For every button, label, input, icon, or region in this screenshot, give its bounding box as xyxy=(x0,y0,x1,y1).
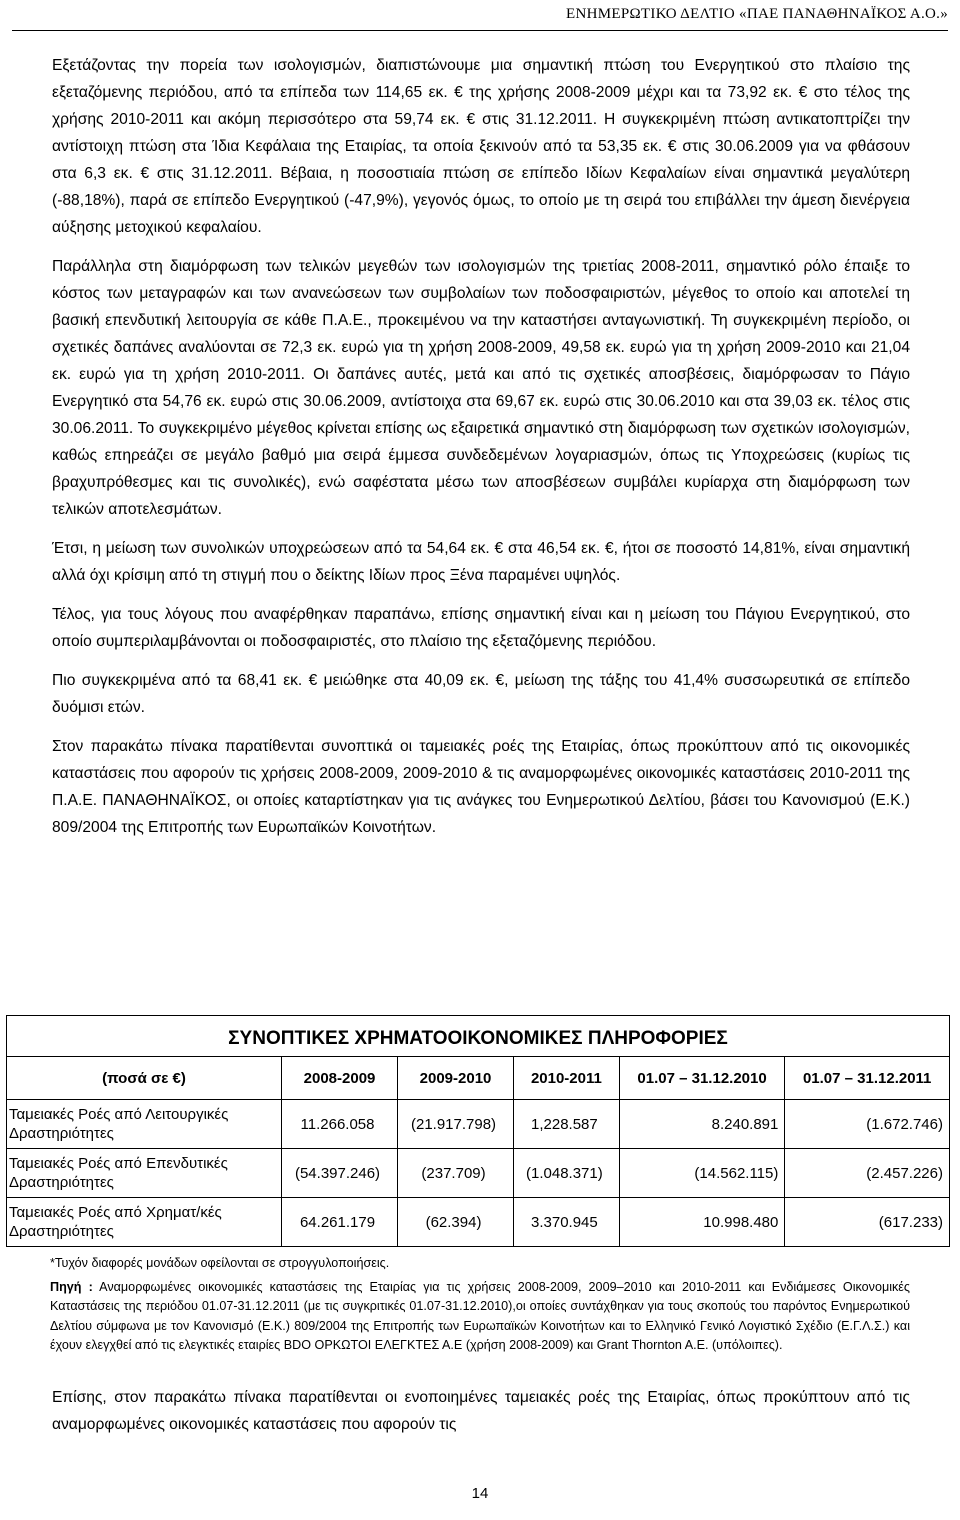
table-cell: (617.233) xyxy=(785,1198,950,1247)
table-title: ΣΥΝΟΠΤΙΚΕΣ ΧΡΗΜΑΤΟΟΙΚΟΝΟΜΙΚΕΣ ΠΛΗΡΟΦΟΡΙΕΣ xyxy=(7,1016,950,1057)
header-rule xyxy=(12,30,948,31)
row-label: Ταμειακές Ροές από Χρηματ/κές Δραστηριότητες xyxy=(7,1198,282,1247)
table-cell: 64.261.179 xyxy=(282,1198,398,1247)
table-corner-cell: (ποσά σε €) xyxy=(7,1057,282,1100)
table-cell: 11.266.058 xyxy=(282,1100,398,1149)
paragraph-fixed-assets: Τέλος, για τους λόγους που αναφέρθηκαν παραπάνω, επίσης σημαντική είναι και η μείωση του Πάγιου Ενεργητικού, στο οποίο συμπεριλαμβάνονται οι ποδοσφαιριστές, στο πλαίσιο της εξεταζόμενης περιόδου. xyxy=(52,606,910,650)
source-text: Αναμορφωμένες οικονομικές καταστάσεις της Εταιρίας για τις χρήσεις 2008-2009, 2009–2010 και 2010-2011 και Ενδιάμεσες Οικονομικές Καταστάσεις της περιόδου 01.07-31.12.2011 (με τις συγκριτικές 01.07-31.12.2010),οι οποίες συντάχθηκαν για τους σκοπούς του παρόντος Ενημερωτικού Δελτίου σύμφωνα με τον Κανονισμό (Ε.Κ.) 809/2004 της Επιτροπής των Ευρωπαϊκών Κοινοτήτων και το Ελληνικό Γενικό Λογιστικό Σχέδιο (Ε.Γ.Λ.Σ.) και έχουν ελεγχθεί από τις ελεγκτικές εταιρίες BDO ΟΡΚΩΤΟΙ ΕΛΕΓΚΤΕΣ Α.Ε (χρήση 2008-2009) και Grant Thornton A.E. (υπόλοιπες). xyxy=(50,1279,910,1353)
table-header-row xyxy=(7,1057,950,1100)
row-label: Ταμειακές Ροές από Επενδυτικές Δραστηριότητες xyxy=(7,1149,282,1198)
table-notes xyxy=(50,1254,910,1356)
column-header: 01.07 – 31.12.2011 xyxy=(785,1057,950,1100)
table-cell: (2.457.226) xyxy=(785,1149,950,1198)
cash-flow-table-container xyxy=(6,1015,950,1247)
paragraph-consolidated-intro: Επίσης, στον παρακάτω πίνακα παρατίθενται οι ενοποιημένες ταμειακές ροές της Εταιρίας, όπως προκύπτουν από τις αναμορφωμένες οικονομικές καταστάσεις που αφορούν τις xyxy=(52,1389,910,1433)
table-cell: (1.672.746) xyxy=(785,1100,950,1149)
table-row xyxy=(7,1149,950,1198)
table-row xyxy=(7,1100,950,1149)
document-header: ΕΝΗΜΕΡΩΤΙΚΟ ΔΕΛΤΙΟ «ΠΑΕ ΠΑΝΑΘΗΝΑΪΚΟΣ Α.Ο.» xyxy=(566,6,948,22)
table-cell: (62.394) xyxy=(398,1198,514,1247)
tail-text xyxy=(52,1384,910,1450)
table-cell: (237.709) xyxy=(398,1149,514,1198)
page-number: 14 xyxy=(471,1485,489,1502)
table-cell: (1.048.371) xyxy=(514,1149,620,1198)
table-cell: (54.397.246) xyxy=(282,1149,398,1198)
cash-flow-table xyxy=(6,1015,950,1247)
column-header: 01.07 – 31.12.2010 xyxy=(619,1057,785,1100)
table-cell: 8.240.891 xyxy=(619,1100,785,1149)
table-cell: 1,228.587 xyxy=(514,1100,620,1149)
rounding-footnote: *Τυχόν διαφορές μονάδων οφείλονται σε στρογγυλοποιήσεις. xyxy=(50,1256,390,1270)
paragraph-liabilities: Έτσι, η μείωση των συνολικών υποχρεώσεων από τα 54,64 εκ. € στα 46,54 εκ. €, ήτοι σε ποσοστό 14,81%, είναι σημαντική αλλά όχι κρίσιμη από τη στιγμή που ο δείκτης Ιδίων προς Ξένα παραμένει υψηλός. xyxy=(52,540,910,584)
table-cell: 3.370.945 xyxy=(514,1198,620,1247)
paragraph-balance-sheet: Εξετάζοντας την πορεία των ισολογισμών, διαπιστώνουμε μια σημαντική πτώση του Ενεργητικού στο πλαίσιο της εξεταζόμενης περιόδου, από τα επίπεδα των 114,65 εκ. € της χρήσης 2008-2009 μέχρι και τα 73,92 εκ. € στο τέλος της χρήσης 2010-2011 και ακόμη περισσότερο στα 59,74 εκ. € στις 31.12.2011. Η συγκεκριμένη πτώση αντικατοπτρίζει την αντίστοιχη πτώση στα Ίδια Κεφάλαια της Εταιρίας, τα οποία ξεκινούν από τα 53,35 εκ. € στις 30.06.2009 για να φθάσουν στα 6,3 εκ. € στις 31.12.2011. Βέβαια, η ποσοστιαία πτώση σε επίπεδο Ιδίων Κεφαλαίων είναι σημαντικά μεγαλύτερη (-88,18%), παρά σε επίπεδο Ενεργητικού (-47,9%), γεγονός όμως, το οποίο με τη σειρά του επιβάλλει την άμεση διενέργεια αύξησης μετοχικού κεφαλαίου. xyxy=(52,57,910,236)
table-cell: 10.998.480 xyxy=(619,1198,785,1247)
row-label: Ταμειακές Ροές από Λειτουργικές Δραστηριότητες xyxy=(7,1100,282,1149)
paragraph-reduction: Πιο συγκεκριμένα από τα 68,41 εκ. € μειώθηκε στα 40,09 εκ. €, μείωση της τάξης του 41,4% συσσωρευτικά σε επίπεδο δυόμισι ετών. xyxy=(52,672,910,716)
body-text xyxy=(52,52,910,853)
paragraph-table-intro: Στον παρακάτω πίνακα παρατίθενται συνοπτικά οι ταμειακές ροές της Εταιρίας, όπως προκύπτουν από τις οικονομικές καταστάσεις που αφορούν τις χρήσεις 2008-2009, 2009-2010 & τις αναμορφωμένες οικονομικές καταστάσεις 2010-2011 της Π.Α.Ε. ΠΑΝΑΘΗΝΑΪΚΟΣ, οι οποίες καταρτίστηκαν για τις ανάγκες του Ενημερωτικού Δελτίου, βάσει του Κανονισμού (Ε.Κ.) 809/2004 της Επιτροπής των Ευρωπαϊκών Κοινοτήτων. xyxy=(52,738,910,836)
table-cell: (21.917.798) xyxy=(398,1100,514,1149)
table-row xyxy=(7,1198,950,1247)
source-label: Πηγή : xyxy=(50,1279,93,1294)
table-cell: (14.562.115) xyxy=(619,1149,785,1198)
column-header: 2008-2009 xyxy=(282,1057,398,1100)
paragraph-transfer-costs: Παράλληλα στη διαμόρφωση των τελικών μεγεθών των ισολογισμών της τριετίας 2008-2011, σημαντικό ρόλο έπαιξε το κόστος των μεταγραφών και των ανανεώσεων των συμβολαίων των ποδοσφαιριστών, μέγεθος το οποίο και αποτελεί τη βασική επενδυτική λειτουργία σε κάθε Π.Α.Ε., προκειμένου να την καταστήσει ανταγωνιστική. Τη συγκεκριμένη περίοδο, οι σχετικές δαπάνες αναλύονται σε 72,3 εκ. ευρώ για τη χρήση 2008-2009, 49,58 εκ. ευρώ για τη χρήση 2009-2010 και 21,04 εκ. ευρώ για τη χρήση 2010-2011. Οι δαπάνες αυτές, μετά και από τις σχετικές αποσβέσεις, διαμόρφωσαν το Πάγιο Ενεργητικό στα 54,76 εκ. ευρώ στις 30.06.2009, αντίστοιχα στα 69,67 εκ. ευρώ στις 30.06.2010 και στα 39,03 εκ. τέλος στις 30.06.2011. Το συγκεκριμένο μέγεθος κρίνεται επίσης ως εξαιρετικά σημαντικό στη διαμόρφωση των σχετικών ισολογισμών, καθώς επηρεάζει σε μεγάλο βαθμό μια σειρά έμμεσα συνδεδεμένων λογαριασμών, όπως τις Υποχρεώσεις (κυρίως τις βραχυπρόθεσμες και τις συνολικές), ενώ σαφέστατα μέσω των αποσβέσεων συμβάλει κυρίαρχα στη διαμόρφωση των τελικών αποτελεσμάτων. xyxy=(52,258,910,518)
column-header: 2009-2010 xyxy=(398,1057,514,1100)
source-note xyxy=(50,1278,910,1356)
column-header: 2010-2011 xyxy=(514,1057,620,1100)
